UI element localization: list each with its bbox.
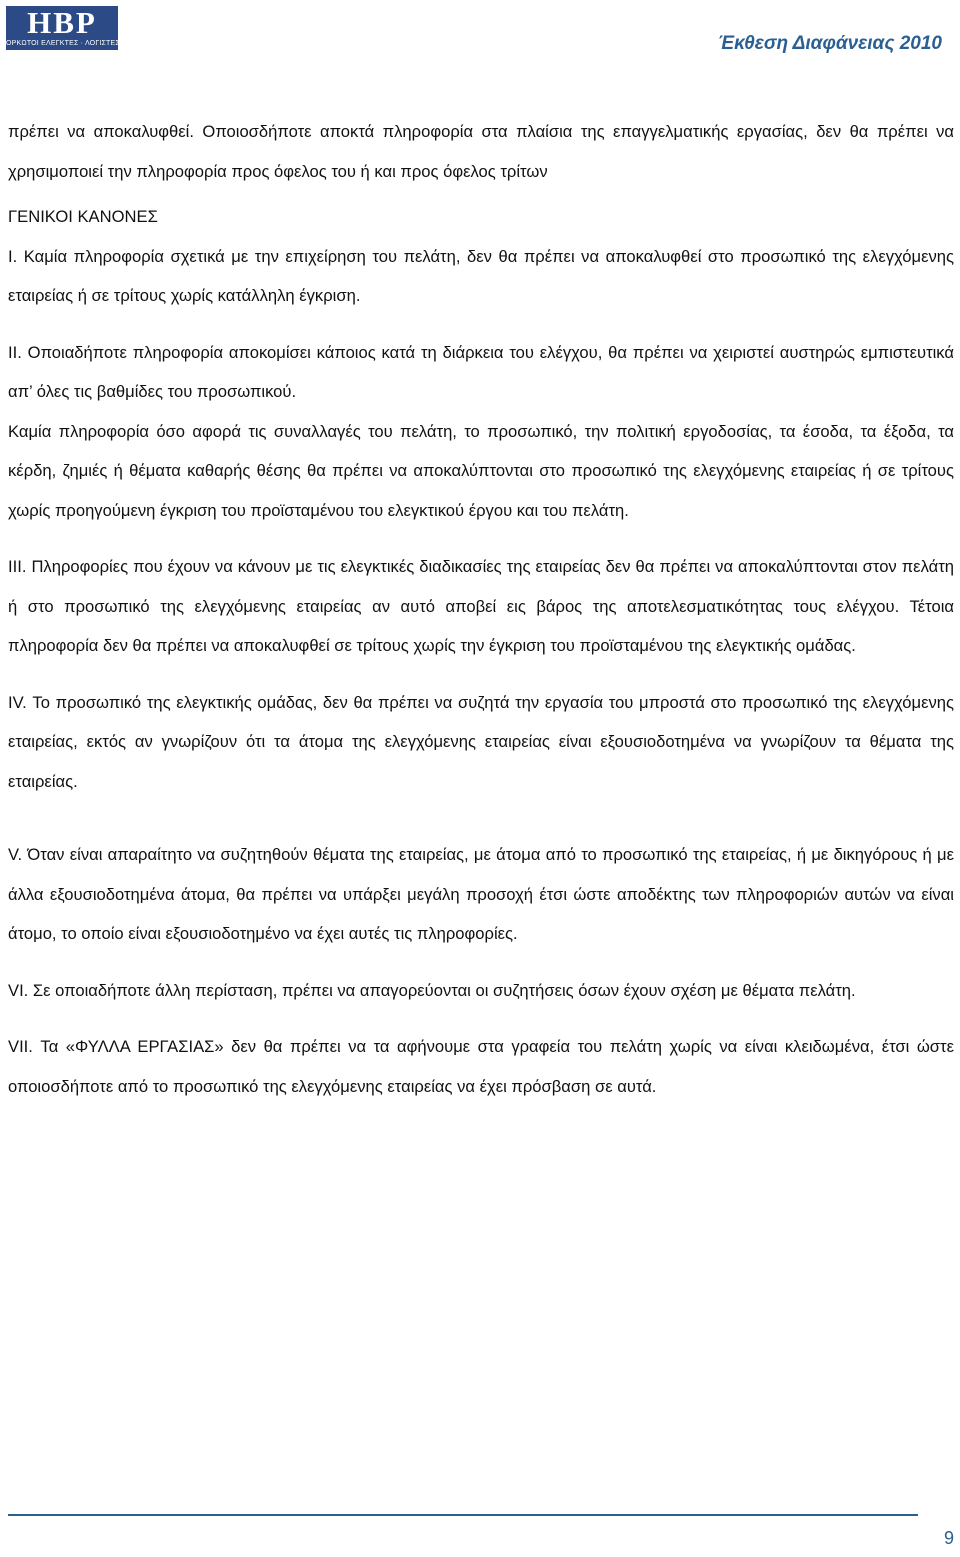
logo-subtitle: ΟΡΚΩΤΟΙ ΕΛΕΓΚΤΕΣ · ΛΟΓΙΣΤΕΣ (6, 40, 120, 47)
rule-4: IV. Το προσωπικό της ελεγκτικής ομάδας, δεν θα πρέπει να συζητά την εργασία του μπροστά στο προσωπικό της ελεγχόμενης εταιρείας, εκτός αν γνωρίζουν ότι τα άτομα της ελεγχόμενης εταιρείας είναι εξουσιοδοτημένα να γνωρίζουν τα θέματα της εταιρείας. (8, 692, 954, 791)
rule-5: V. Όταν είναι απαραίτητο να συζητηθούν θέματα της εταιρείας, με άτομα από το προσωπικό της εταιρείας, ή με δικηγόρους ή με άλλα εξουσιοδοτημένα άτομα, θα πρέπει να υπάρξει μεγάλη προσοχή έτσι ώστε αποδέκτης των πληροφοριών αυτών να είναι άτομο, το οποίο είναι εξουσιοδοτημένο να έχει αυτές τις πληροφορίες. (8, 845, 954, 943)
document-body (8, 112, 954, 1106)
rule-2-continued: Καμία πληροφορία όσο αφορά τις συναλλαγές του πελάτη, το προσωπικό, την πολιτική εργοδοσίας, τα έσοδα, τα έξοδα, τα κέρδη, ζημιές ή θέματα καθαρής θέσης θα πρέπει να αποκαλύπτονται στο προσωπικό της ελεγχόμενης εταιρείας ή σε τρίτους χωρίς προηγούμενη έγκριση του προϊσταμένου του ελεγκτικού έργου και του πελάτη. (8, 421, 954, 520)
rule-3: III. Πληροφορίες που έχουν να κάνουν με τις ελεγκτικές διαδικασίες της εταιρείας δεν θα πρέπει να αποκαλύπτονται στον πελάτη ή στο προσωπικό της ελεγχόμενης εταιρείας αν αυτό αποβεί εις βάρος της αποτελεσματικότητας τους ελέγχου. Τέτοια πληροφορία δεν θα πρέπει να αποκαλυφθεί σε τρίτους χωρίς την έγκριση του προϊσταμένου της ελεγκτικής ομάδας. (8, 557, 954, 655)
rule-7: VII. Τα «ΦΥΛΛΑ ΕΡΓΑΣΙΑΣ» δεν θα πρέπει να τα αφήνουμε στα γραφεία του πελάτη χωρίς να είναι κλειδωμένα, έτσι ώστε οποιοσδήποτε από το προσωπικό της ελεγχόμενης εταιρείας να έχει πρόσβαση σε αυτά. (8, 1037, 954, 1096)
intro-paragraph: πρέπει να αποκαλυφθεί. Οποιοσδήποτε αποκτά πληροφορία στα πλαίσια της επαγγελματικής εργασίας, δεν θα πρέπει να χρησιμοποιεί την πληροφορία προς όφελος του ή και προς όφελος τρίτων (8, 122, 954, 181)
footer-divider (8, 1514, 918, 1516)
rule-2: II. Οποιαδήποτε πληροφορία αποκομίσει κάποιος κατά τη διάρκεια του ελέγχου, θα πρέπει να χειριστεί αυστηρώς εμπιστευτικά απ’ όλες τις βαθμίδες του προσωπικού. (8, 342, 954, 401)
logo-text: HBP (27, 5, 97, 40)
hbp-logo (6, 6, 118, 50)
rule-6: VI. Σε οποιαδήποτε άλλη περίσταση, πρέπει να απαγορεύονται οι συζητήσεις όσων έχουν σχέση με θέματα πελάτη. (8, 980, 856, 1000)
rule-1: I. Καμία πληροφορία σχετικά με την επιχείρηση του πελάτη, δεν θα πρέπει να αποκαλυφθεί στο προσωπικό της ελεγχόμενης εταιρείας ή σε τρίτους χωρίς κατάλληλη έγκριση. (8, 246, 954, 305)
page-header (0, 0, 960, 60)
report-title: Έκθεση Διαφάνειας 2010 (717, 33, 942, 54)
section-heading: ΓΕΝΙΚΟΙ ΚΑΝΟΝΕΣ (8, 207, 158, 226)
page-number: 9 (943, 1528, 954, 1548)
